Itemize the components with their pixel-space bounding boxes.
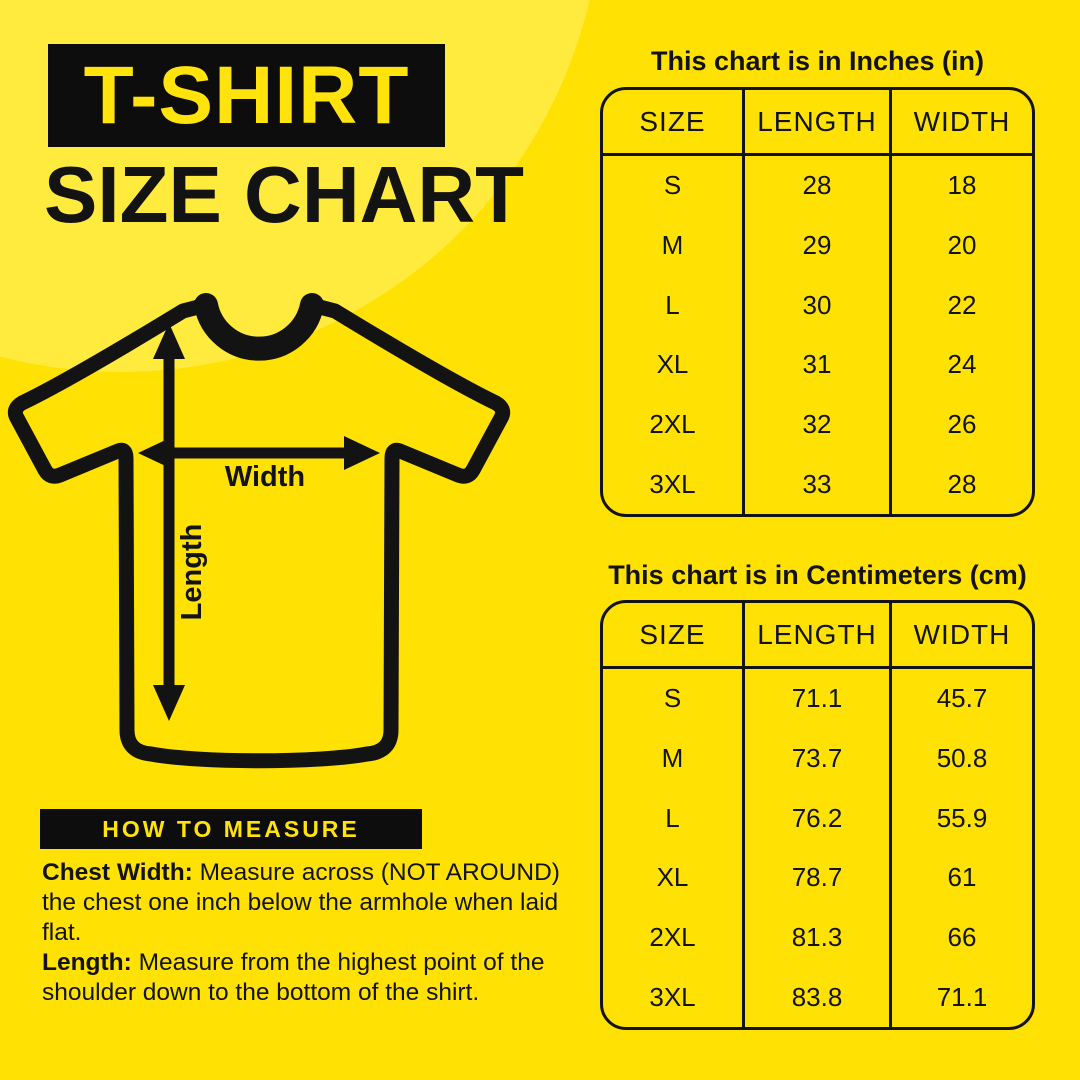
table-cell: 61	[947, 862, 977, 893]
table-cell: 76.2	[742, 788, 892, 848]
length-arrowhead-down	[153, 685, 185, 721]
width-label: Width	[224, 461, 306, 493]
table-cell: 32	[742, 395, 892, 455]
column-header: WIDTH	[892, 90, 1032, 156]
table-cell: L	[665, 802, 680, 833]
table-cell: 18	[947, 170, 977, 201]
table-cell: 20	[947, 229, 977, 260]
inches-table-heading: This chart is in Inches (in)	[650, 46, 985, 76]
table-cell: 28	[742, 156, 892, 216]
table-cell: 3XL	[649, 468, 696, 499]
table-cell: 3XL	[649, 981, 696, 1012]
chest-width-label: Chest Width:	[42, 859, 193, 886]
table-cell: 24	[947, 349, 977, 380]
table-cell: 71.1	[936, 981, 988, 1012]
tshirt-measurement-diagram	[0, 285, 540, 775]
how-to-measure-banner	[40, 809, 422, 849]
cm-size-table	[600, 600, 1035, 1030]
table-cell: L	[665, 289, 680, 320]
column-header: WIDTH	[892, 603, 1032, 669]
table-cell: 31	[742, 335, 892, 395]
table-cell: 26	[947, 408, 977, 439]
column-header: LENGTH	[742, 90, 892, 156]
width-arrowhead-left	[138, 436, 174, 470]
table-cell: 66	[947, 921, 977, 952]
title-banner	[48, 44, 445, 147]
table-cell: M	[661, 229, 684, 260]
table-cell: M	[661, 742, 684, 773]
cm-table-heading: This chart is in Centimeters (cm)	[608, 560, 1027, 590]
width-arrowhead-right	[344, 436, 380, 470]
table-cell: 45.7	[936, 683, 988, 714]
table-cell: 22	[947, 289, 977, 320]
how-to-measure-heading: HOW TO MEASURE	[102, 815, 360, 842]
table-cell: 55.9	[936, 802, 988, 833]
column-header: SIZE	[603, 90, 742, 156]
collar-icon	[206, 305, 312, 349]
table-cell: 29	[742, 216, 892, 276]
table-cell: 81.3	[742, 908, 892, 968]
table-cell: 33	[742, 454, 892, 514]
chest-width-instruction: Chest Width: Measure across (NOT AROUND) the chest one inch below the armhole when laid flat.	[42, 859, 560, 946]
length-label: Length	[176, 523, 208, 621]
table-cell: XL	[656, 349, 689, 380]
table-cell: 28	[947, 468, 977, 499]
table-cell: 2XL	[649, 408, 696, 439]
measure-instructions	[42, 858, 594, 1008]
table-cell: XL	[656, 862, 689, 893]
length-instruction-label: Length:	[42, 949, 132, 976]
inches-size-table	[600, 87, 1035, 517]
page-title: T-SHIRT	[83, 49, 410, 141]
column-header: LENGTH	[742, 603, 892, 669]
tshirt-outline-icon	[15, 305, 502, 761]
table-cell: S	[663, 683, 682, 714]
table-cell: 2XL	[649, 921, 696, 952]
table-cell: 50.8	[936, 742, 988, 773]
column-header: SIZE	[603, 603, 742, 669]
page-subtitle: SIZE CHART	[44, 150, 524, 239]
table-cell: 30	[742, 275, 892, 335]
table-cell: S	[663, 170, 682, 201]
length-instruction: Length: Measure from the highest point of the shoulder down to the bottom of the shirt.	[42, 949, 545, 1006]
table-cell: 73.7	[742, 729, 892, 789]
table-cell: 78.7	[742, 848, 892, 908]
table-cell: 83.8	[742, 967, 892, 1027]
table-cell: 71.1	[742, 669, 892, 729]
